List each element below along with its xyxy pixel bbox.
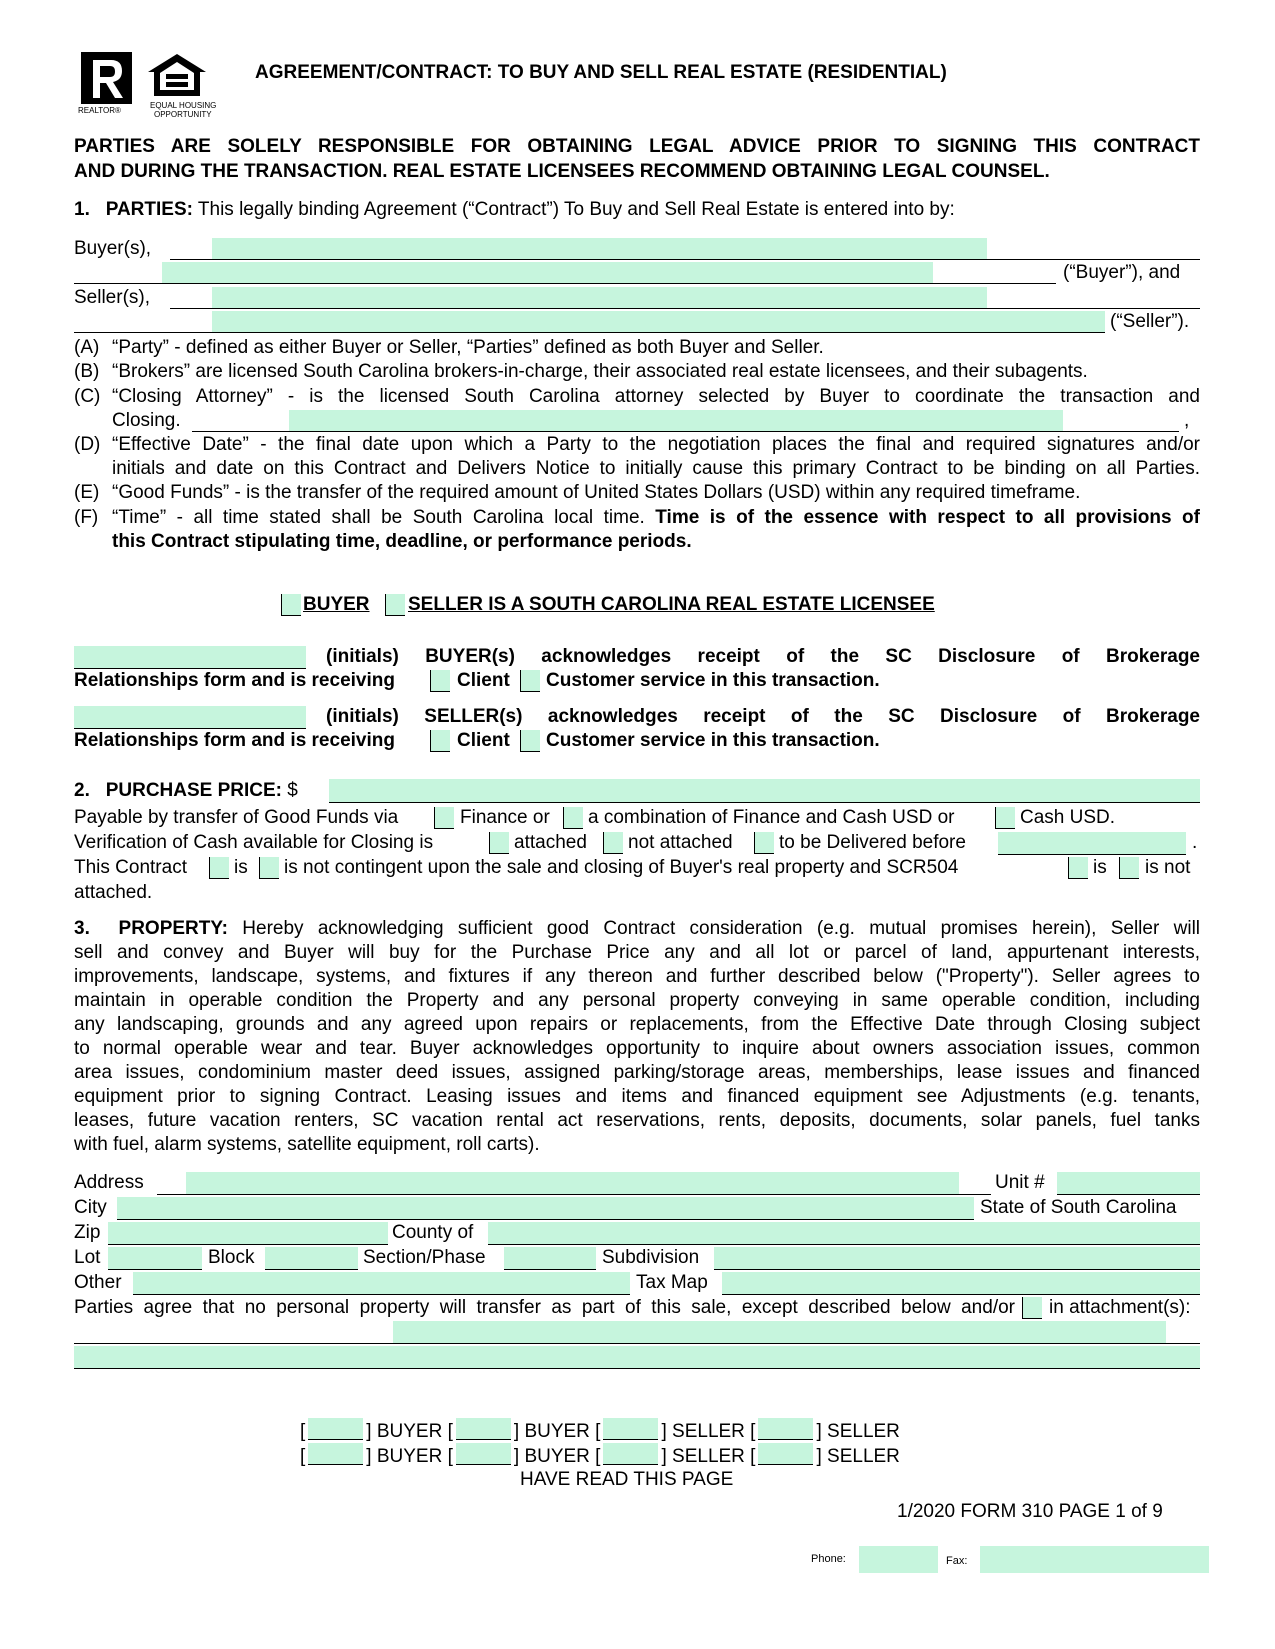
buyer-initials-field[interactable] [74,646,306,669]
dollar-sign: $ [287,780,298,801]
initials-buyer-2a[interactable] [308,1443,363,1465]
seller-initials-field[interactable] [74,706,306,729]
buyer-name-field-1[interactable] [212,238,987,259]
seller-customer-label: Customer service in this transaction. [546,730,880,751]
initials-seller-2b[interactable] [758,1443,813,1465]
zip-label: Zip [74,1222,101,1243]
this-contract-label: This Contract [74,857,187,878]
zip-field[interactable] [108,1222,388,1245]
section-title: PARTIES: [105,199,193,220]
def-d-letter: (D) [74,434,101,455]
verification-text: Verification of Cash available for Closing is [74,832,434,853]
attachment-checkbox[interactable] [1022,1297,1042,1319]
purchase-price-field[interactable] [329,779,1200,803]
section-3-line-1 [74,918,1200,940]
section-3-line-7: area issues, condominium master deed issues, assigned parking/storage areas, memberships, lease issues and financed [74,1062,1200,1083]
section-3-title: PROPERTY: [118,918,228,939]
def-e-text: “Good Funds” - is the transfer of the required amount of United States Dollars (USD) within any required timeframe. [112,482,1081,503]
def-f-text: “Time” - all time stated shall be South Carolina local time. [112,507,645,528]
buyer-customer-checkbox[interactable] [520,670,540,692]
initials-label: BUYER [376,1421,443,1442]
scr504-is-checkbox[interactable] [1068,857,1088,879]
scr504-is-not-checkbox[interactable] [1119,857,1139,879]
section-3-line-5: any landscaping, grounds and any agreed upon repairs or replacements, from the Effective Date through Closing subject [74,1014,1200,1035]
county-label: County of [392,1222,474,1243]
finance-checkbox[interactable] [434,807,454,829]
fax-label: Fax: [946,1555,968,1567]
section-3-line-4: maintain in operable condition the Property and any personal property conveying in same operable condition, including [74,990,1200,1011]
initials-row-2: [ ] BUYER [ ] BUYER [ ] SELLER [ ] SELLER [300,1443,900,1468]
initials-label: BUYER [376,1446,443,1467]
equal-housing-text-1: EQUAL HOUSING [150,101,217,110]
section-3-line-8: equipment prior to signing Contract. Leasing issues and items and financed equipment see Adjustments (e.g. tenants, [74,1086,1200,1107]
address-field[interactable] [186,1172,959,1194]
buyer-client-checkbox[interactable] [430,670,450,692]
finance-label: Finance or [460,807,550,828]
section-3-line-3: improvements, landscape, systems, and fixtures if any thereon and further described below ("Property"). Seller agrees to [74,966,1200,987]
initials-buyer-2b[interactable] [456,1443,511,1465]
section-3-text-1: Hereby acknowledging sufficient good Contract consideration (e.g. mutual promises herein), Seller will [242,918,1201,939]
delivered-checkbox[interactable] [754,832,774,854]
city-label: City [74,1197,107,1218]
seller-ack-line2: Relationships form and is receiving [74,730,395,751]
combo-checkbox[interactable] [563,807,583,829]
contingent-is-not-checkbox[interactable] [259,857,279,879]
delivered-date-field[interactable] [998,832,1186,855]
equal-housing-text-2: OPPORTUNITY [154,110,212,119]
state-label: State of South Carolina [980,1197,1177,1218]
payable-text: Payable by transfer of Good Funds via [74,807,399,828]
def-f-line [112,507,1200,529]
sellers-label: Seller(s), [74,287,151,308]
delivered-label: to be Delivered before [779,832,966,853]
phone-field[interactable] [859,1546,938,1573]
seller-suffix: (“Seller”). [1110,311,1190,332]
initials-seller-1a[interactable] [603,1418,658,1440]
phone-label: Phone: [811,1553,846,1565]
seller-customer-checkbox[interactable] [520,730,540,752]
buyer-suffix: (“Buyer”), and [1063,262,1181,283]
cash-checkbox[interactable] [995,807,1015,829]
not-attached-label: not attached [628,832,733,853]
def-b-text: “Brokers” are licensed South Carolina brokers-in-charge, their associated real estate licensees, and their subagents. [112,361,1088,382]
seller-client-checkbox[interactable] [430,730,450,752]
initials-seller-2a[interactable] [603,1443,658,1465]
def-c-comma: , [1184,410,1190,431]
block-field[interactable] [265,1247,358,1270]
contingent-is-checkbox[interactable] [209,857,229,879]
seller-name-field-1[interactable] [212,287,987,308]
def-d-text: “Effective Date” - the final date upon which a Party to the negotiation places the final and required signatures and/or [112,434,1200,455]
address-label: Address [74,1172,144,1193]
other-field[interactable] [133,1272,630,1295]
def-e-letter: (E) [74,482,100,503]
section-2-number: 2. [74,780,90,801]
initials-label: SELLER [827,1421,900,1442]
equal-housing-icon [146,52,208,98]
section-3-line-9: leases, future vacation renters, SC vacation rental act reservations, rents, deposits, documents, solar panels, fuel tanks [74,1110,1200,1131]
section-1-heading [74,199,955,221]
closing-attorney-field[interactable] [289,410,1063,431]
document-title: AGREEMENT/CONTRACT: TO BUY AND SELL REAL ESTATE (RESIDENTIAL) [255,62,947,83]
county-field[interactable] [488,1222,1200,1245]
section-3-line-6: to normal operable wear and tear. Buyer acknowledges opportunity to inquire about owners association issues, common [74,1038,1200,1059]
seller-client-label: Client [457,730,510,751]
section-3-line-10: with fuel, alarm systems, satellite equipment, roll carts). [74,1134,540,1155]
bracket-open: [ [300,1421,306,1442]
attachment-label: in attachment(s): [1049,1297,1191,1318]
def-f-bold: Time is of the essence with respect to all provisions of [655,507,1200,528]
personal-property-field-2[interactable] [74,1346,1200,1369]
section-number: 1. [74,199,90,220]
form-info: 1/2020 FORM 310 PAGE 1 of 9 [897,1501,1163,1522]
def-c-cont: Closing. [112,410,181,431]
tax-map-field[interactable] [722,1272,1200,1295]
unit-field[interactable] [1057,1172,1200,1195]
section-2-title: PURCHASE PRICE: [105,780,283,801]
lot-field[interactable] [108,1247,202,1270]
def-c-text: “Closing Attorney” - is the licensed South Carolina attorney selected by Buyer to coordinate the transaction and [112,386,1200,407]
seller-name-field-2[interactable] [212,311,1105,332]
section-3-number: 3. [74,918,90,939]
def-d-cont: initials and date on this Contract and Delivers Notice to initially cause this primary Contract to be binding on all Parties. [112,458,1200,479]
subdivision-label: Subdivision [602,1247,700,1268]
block-label: Block [208,1247,255,1268]
combo-label: a combination of Finance and Cash USD or [588,807,955,828]
personal-property-text: Parties agree that no personal property will transfer as part of this sale, except described below and/or [74,1297,1015,1318]
personal-property-field-1[interactable] [393,1321,1166,1343]
lot-label: Lot [74,1247,101,1268]
buyer-customer-label: Customer service in this transaction. [546,670,880,691]
buyers-label: Buyer(s), [74,238,152,259]
section-phase-field[interactable] [504,1247,596,1270]
buyer-ack-line2: Relationships form and is receiving [74,670,395,691]
buyer-licensee-checkbox[interactable] [281,594,301,616]
fax-field[interactable] [980,1546,1209,1573]
section-3-line-2: sell and convey and Buyer will buy for the Purchase Price any and all lot or parcel of land, appurtenant interests, [74,942,1200,963]
bracket-open: [ [300,1446,306,1467]
def-f-cont: this Contract stipulating time, deadline, or performance periods. [112,531,692,552]
delivered-period: . [1192,832,1198,853]
seller-licensee-checkbox[interactable] [385,594,405,616]
realtor-logo [81,52,132,104]
initials-label: SELLER [827,1446,900,1467]
cash-label: Cash USD. [1020,807,1116,828]
initials-label: BUYER [524,1446,590,1467]
seller-ack-text: (initials) SELLER(s) acknowledges receipt of the SC Disclosure of Brokerage [326,706,1200,727]
section-2-heading [74,780,298,802]
legal-warning-line-1: PARTIES ARE SOLELY RESPONSIBLE FOR OBTAINING LEGAL ADVICE PRIOR TO SIGNING THIS CONTRACT [74,136,1200,157]
realtor-logo-text: REALTOR® [78,106,121,115]
initials-seller-1b[interactable] [758,1418,813,1440]
unit-label: Unit # [995,1172,1045,1193]
buyer-name-field-2[interactable] [162,262,933,283]
scr504-is-not-label: is not [1145,857,1191,878]
attached-checkbox[interactable] [489,832,509,854]
contingent-text: is not contingent upon the sale and closing of Buyer's real property and SCR504 [284,857,959,878]
def-f-letter: (F) [74,507,99,528]
scr504-is-label: is [1093,857,1107,878]
licensee-buyer-label: BUYER [303,594,370,615]
city-field[interactable] [117,1197,974,1220]
legal-warning-line-2: AND DURING THE TRANSACTION. REAL ESTATE LICENSEES RECOMMEND OBTAINING LEGAL COUNSEL. [74,161,1050,182]
have-read-text: HAVE READ THIS PAGE [520,1469,734,1490]
initials-label: SELLER [672,1421,745,1442]
def-c-letter: (C) [74,386,101,407]
buyer-client-label: Client [457,670,510,691]
not-attached-checkbox[interactable] [603,832,623,854]
initials-label: BUYER [524,1421,590,1442]
initials-buyer-1b[interactable] [456,1418,511,1440]
buyer-ack-text: (initials) BUYER(s) acknowledges receipt of the SC Disclosure of Brokerage [326,646,1200,667]
def-a-text: “Party” - defined as either Buyer or Seller, “Parties” defined as both Buyer and Seller. [112,337,824,358]
section-intro: This legally binding Agreement (“Contract”) To Buy and Sell Real Estate is entered into by: [197,199,955,220]
initials-row-1: [ ] BUYER [ ] BUYER [ ] SELLER [ ] SELLER [300,1418,900,1443]
subdivision-field[interactable] [714,1247,1200,1270]
licensee-seller-label: SELLER IS A SOUTH CAROLINA REAL ESTATE LICENSEE [408,594,935,615]
initials-buyer-1a[interactable] [308,1418,363,1440]
attached-end: attached. [74,882,153,903]
tax-map-label: Tax Map [636,1272,708,1293]
def-a-letter: (A) [74,337,100,358]
initials-label: SELLER [672,1446,745,1467]
other-label: Other [74,1272,122,1293]
section-phase-label: Section/Phase [363,1247,486,1268]
attached-label: attached [514,832,587,853]
contingent-is-label: is [234,857,248,878]
def-b-letter: (B) [74,361,100,382]
